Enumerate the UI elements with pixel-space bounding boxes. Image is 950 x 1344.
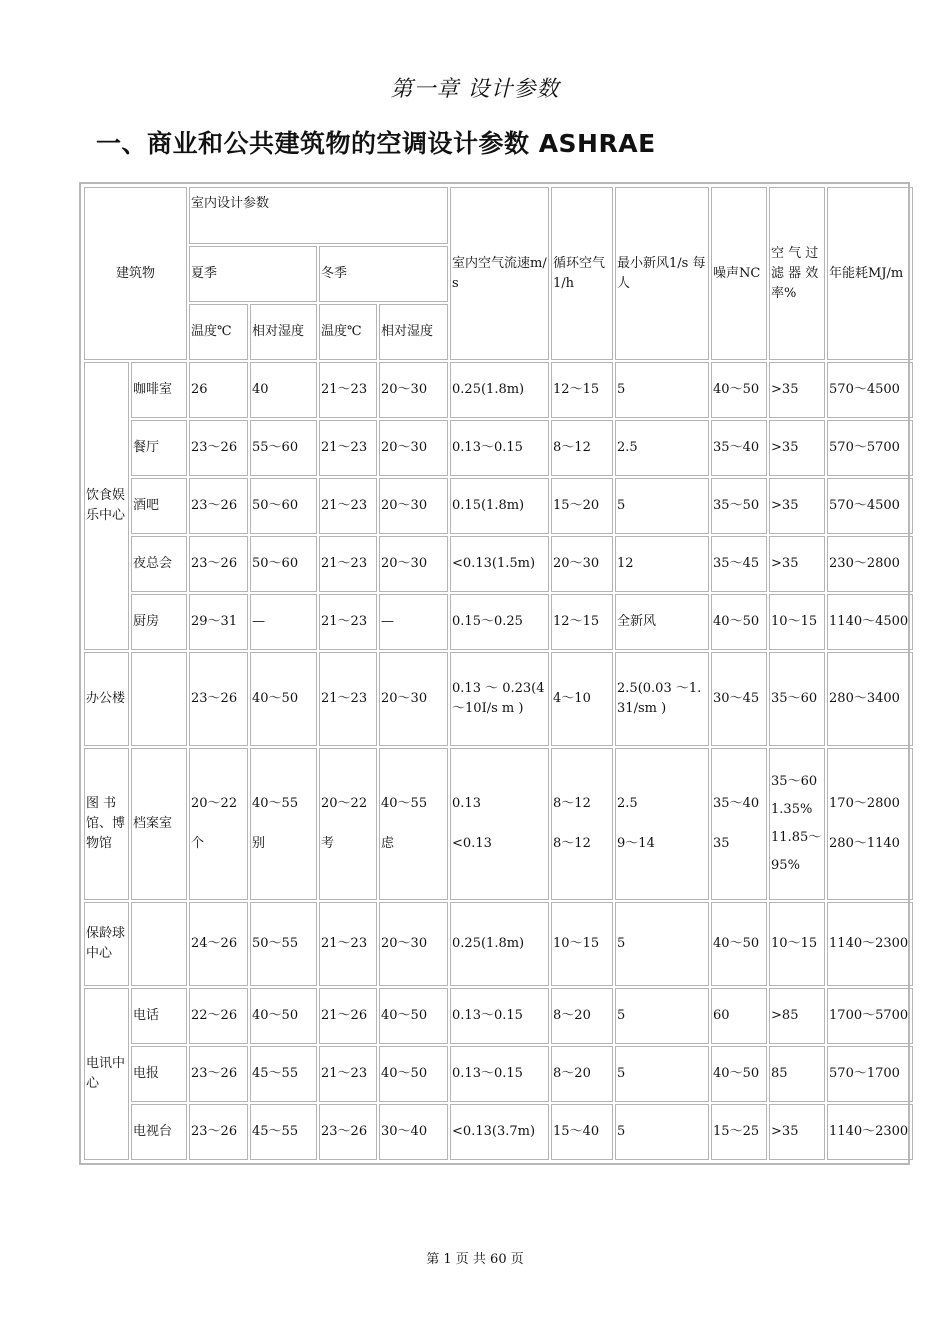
value-cell: 30～45	[711, 652, 767, 746]
value-cell: 8～12	[551, 420, 613, 476]
value-cell: 22～26	[189, 988, 248, 1044]
value-cell: 23～26	[189, 478, 248, 534]
table-row	[84, 902, 913, 986]
group-name-cell: 饮食娱乐中心	[84, 362, 129, 650]
value-cell: 5	[615, 362, 709, 418]
cell-line: <0.13	[452, 836, 492, 851]
value-cell: 1140～2300	[827, 1104, 913, 1160]
design-parameters-table-frame	[79, 182, 910, 1165]
value-cell: >35	[769, 536, 825, 592]
subcategory-cell: 电话	[131, 988, 187, 1044]
subcategory-cell: 酒吧	[131, 478, 187, 534]
value-cell	[379, 748, 448, 900]
value-cell: 24～26	[189, 902, 248, 986]
cell-line: 11.85～	[771, 830, 822, 845]
value-cell: 全新风	[615, 594, 709, 650]
header-winter-temp: 温度℃	[319, 304, 377, 360]
subcategory-cell: 夜总会	[131, 536, 187, 592]
value-cell: 15～40	[551, 1104, 613, 1160]
subcategory-cell: 电报	[131, 1046, 187, 1102]
design-parameters-table	[82, 185, 915, 1162]
value-cell	[711, 748, 767, 900]
value-cell: 21～26	[319, 988, 377, 1044]
subcategory-cell: 档案室	[131, 748, 187, 900]
value-cell: 20～30	[379, 362, 448, 418]
value-cell: 0.15(1.8m)	[450, 478, 549, 534]
group-name-cell: 电讯中心	[84, 988, 129, 1160]
cell-line: 35～60	[771, 774, 818, 789]
value-cell: 15～20	[551, 478, 613, 534]
value-cell: 5	[615, 1104, 709, 1160]
value-cell: 35～40	[711, 420, 767, 476]
value-cell: 1140～2300	[827, 902, 913, 986]
value-cell: 45～55	[250, 1104, 317, 1160]
value-cell: 50～60	[250, 536, 317, 592]
cell-line: 95%	[771, 858, 800, 873]
value-cell: 40～50	[711, 594, 767, 650]
value-cell: 20～30	[379, 652, 448, 746]
value-cell: 12～15	[551, 362, 613, 418]
value-cell: 570～4500	[827, 478, 913, 534]
value-cell: 35～45	[711, 536, 767, 592]
cell-line: 1.35%	[771, 802, 813, 817]
cell-line: 20～22	[321, 796, 368, 811]
value-cell: 21～23	[319, 478, 377, 534]
value-cell: 2.5	[615, 420, 709, 476]
value-cell: 20～30	[379, 902, 448, 986]
value-cell: >35	[769, 420, 825, 476]
value-cell: 5	[615, 478, 709, 534]
value-cell: 2.5(0.03 ～1.31/sm )	[615, 652, 709, 746]
value-cell: 0.13～0.15	[450, 988, 549, 1044]
value-cell: 570～5700	[827, 420, 913, 476]
value-cell: 60	[711, 988, 767, 1044]
value-cell: >35	[769, 362, 825, 418]
value-cell: 10～15	[551, 902, 613, 986]
value-cell: >85	[769, 988, 825, 1044]
value-cell: >35	[769, 1104, 825, 1160]
value-cell: 21～23	[319, 362, 377, 418]
value-cell: 85	[769, 1046, 825, 1102]
section-heading: 一、商业和公共建筑物的空调设计参数 ASHRAE	[96, 129, 656, 158]
header-circulation: 循环空气1/h	[551, 187, 613, 360]
value-cell: 0.13～0.15	[450, 1046, 549, 1102]
value-cell: 45～55	[250, 1046, 317, 1102]
value-cell: 12～15	[551, 594, 613, 650]
group-name-cell: 办公楼	[84, 652, 129, 746]
table-row	[84, 1104, 913, 1160]
value-cell: 20～30	[551, 536, 613, 592]
value-cell: 21～23	[319, 1046, 377, 1102]
cell-line: 40～55	[381, 796, 428, 811]
subcategory-cell	[131, 652, 187, 746]
value-cell	[450, 748, 549, 900]
cell-line: 别	[252, 836, 266, 851]
header-fresh-air: 最小新风1/s 每人	[615, 187, 709, 360]
value-cell: 20～30	[379, 420, 448, 476]
subcategory-cell: 餐厅	[131, 420, 187, 476]
cell-line: 考	[321, 836, 335, 851]
value-cell: 570～1700	[827, 1046, 913, 1102]
header-winter-humidity: 相对湿度	[379, 304, 448, 360]
header-summer-temp: 温度℃	[189, 304, 248, 360]
table-row	[84, 420, 913, 476]
value-cell: 23～26	[189, 652, 248, 746]
value-cell: 4～10	[551, 652, 613, 746]
value-cell	[615, 748, 709, 900]
value-cell: 23～26	[319, 1104, 377, 1160]
value-cell: 12	[615, 536, 709, 592]
value-cell: —	[250, 594, 317, 650]
cell-line: 8～12	[553, 836, 591, 851]
value-cell: 35～50	[711, 478, 767, 534]
value-cell: <0.13(3.7m)	[450, 1104, 549, 1160]
header-filter-efficiency: 空 气 过 滤 器 效 率%	[769, 187, 825, 360]
value-cell: 0.25(1.8m)	[450, 362, 549, 418]
value-cell: 1700～5700	[827, 988, 913, 1044]
header-annual-energy: 年能耗MJ/m	[827, 187, 913, 360]
value-cell: 10～15	[769, 594, 825, 650]
value-cell: 0.25(1.8m)	[450, 902, 549, 986]
value-cell: 5	[615, 902, 709, 986]
cell-line: 8～12	[553, 796, 591, 811]
table-row	[84, 1046, 913, 1102]
value-cell	[827, 748, 913, 900]
value-cell: 40	[250, 362, 317, 418]
value-cell: 40～50	[250, 652, 317, 746]
value-cell: 26	[189, 362, 248, 418]
cell-line: 35	[713, 836, 730, 851]
cell-line: 0.13	[452, 796, 481, 811]
value-cell: 1140～4500	[827, 594, 913, 650]
value-cell	[769, 748, 825, 900]
subcategory-cell: 厨房	[131, 594, 187, 650]
value-cell: 55～60	[250, 420, 317, 476]
value-cell: 40～50	[379, 1046, 448, 1102]
value-cell	[189, 748, 248, 900]
value-cell: 20～30	[379, 536, 448, 592]
value-cell: 50～55	[250, 902, 317, 986]
value-cell: 40～50	[711, 1046, 767, 1102]
header-air-speed: 室内空气流速m/s	[450, 187, 549, 360]
value-cell: 40～50	[711, 902, 767, 986]
value-cell: 570～4500	[827, 362, 913, 418]
cell-line: 9～14	[617, 836, 655, 851]
table-row	[84, 748, 913, 900]
header-indoor-params: 室内设计参数	[189, 187, 448, 244]
subcategory-cell: 电视台	[131, 1104, 187, 1160]
page-footer: 第 1 页 共 60 页	[426, 1252, 524, 1267]
value-cell: 8～20	[551, 1046, 613, 1102]
value-cell: 30～40	[379, 1104, 448, 1160]
table-row	[84, 362, 913, 418]
cell-line: 35～40	[713, 796, 760, 811]
cell-line: 个	[191, 836, 205, 851]
value-cell	[250, 748, 317, 900]
table-row	[84, 988, 913, 1044]
value-cell: 230～2800	[827, 536, 913, 592]
value-cell: 23～26	[189, 536, 248, 592]
value-cell: 40～50	[711, 362, 767, 418]
cell-line: 170～2800	[829, 796, 900, 811]
value-cell	[319, 748, 377, 900]
value-cell	[551, 748, 613, 900]
subcategory-cell: 咖啡室	[131, 362, 187, 418]
cell-line: 280～1140	[829, 836, 900, 851]
value-cell: 21～23	[319, 594, 377, 650]
value-cell: 21～23	[319, 902, 377, 986]
cell-line: 2.5	[617, 796, 638, 811]
header-noise: 噪声NC	[711, 187, 767, 360]
subcategory-cell	[131, 902, 187, 986]
value-cell: 23～26	[189, 420, 248, 476]
value-cell: 40～50	[250, 988, 317, 1044]
value-cell: 0.15～0.25	[450, 594, 549, 650]
table-row	[84, 594, 913, 650]
header-winter: 冬季	[319, 246, 448, 302]
value-cell: 8～20	[551, 988, 613, 1044]
value-cell: 21～23	[319, 536, 377, 592]
table-row	[84, 536, 913, 592]
value-cell: 20～30	[379, 478, 448, 534]
value-cell: 29～31	[189, 594, 248, 650]
value-cell: >35	[769, 478, 825, 534]
cell-line: 40～55	[252, 796, 299, 811]
value-cell: 5	[615, 1046, 709, 1102]
value-cell: 5	[615, 988, 709, 1044]
value-cell: 15～25	[711, 1104, 767, 1160]
group-name-cell: 图 书馆、博物馆	[84, 748, 129, 900]
value-cell: 280～3400	[827, 652, 913, 746]
table-row	[84, 652, 913, 746]
chapter-title: 第一章 设计参数	[390, 77, 560, 102]
header-summer: 夏季	[189, 246, 317, 302]
value-cell: 50～60	[250, 478, 317, 534]
table-row	[84, 478, 913, 534]
value-cell: <0.13(1.5m)	[450, 536, 549, 592]
cell-line: 20～22	[191, 796, 238, 811]
header-summer-humidity: 相对湿度	[250, 304, 317, 360]
value-cell: —	[379, 594, 448, 650]
cell-line: 虑	[381, 836, 395, 851]
value-cell: 21～23	[319, 420, 377, 476]
group-name-cell: 保龄球中心	[84, 902, 129, 986]
value-cell: 35～60	[769, 652, 825, 746]
value-cell: 0.13 ～ 0.23(4～10I/s m )	[450, 652, 549, 746]
header-building: 建筑物	[84, 187, 187, 360]
value-cell: 10～15	[769, 902, 825, 986]
value-cell: 0.13～0.15	[450, 420, 549, 476]
value-cell: 23～26	[189, 1046, 248, 1102]
value-cell: 21～23	[319, 652, 377, 746]
value-cell: 23～26	[189, 1104, 248, 1160]
value-cell: 40～50	[379, 988, 448, 1044]
